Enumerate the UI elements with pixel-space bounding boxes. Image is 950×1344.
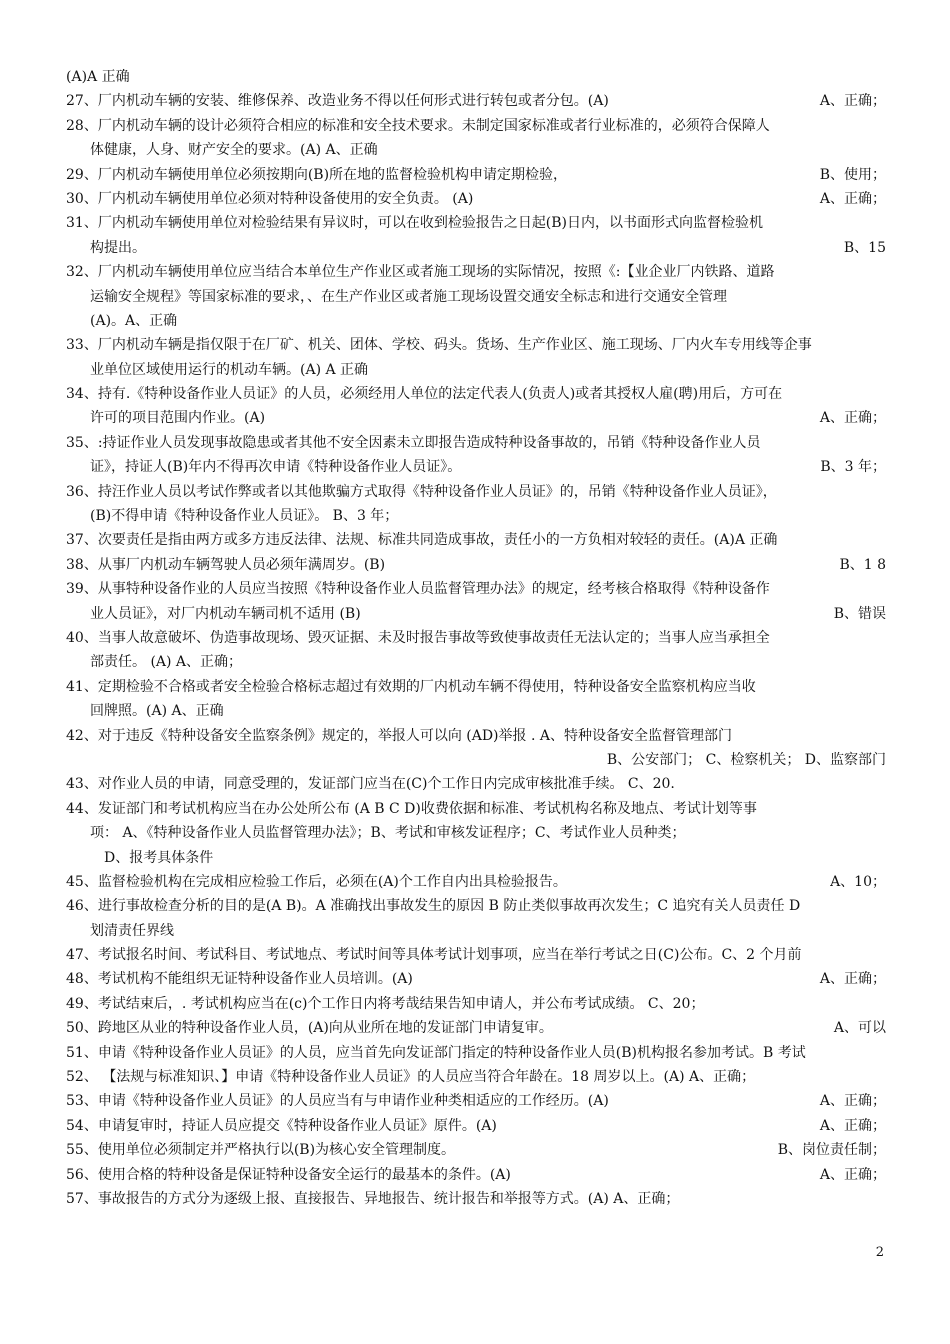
question-text: 49、考试结束后，. 考试机构应当在(c)个工作日内将考哉结果告知申请人，并公布考试成绩。 C、20； (66, 995, 705, 1012)
answer-text: B、岗位责任制； (777, 1142, 886, 1159)
text-line (66, 65, 886, 89)
answer-text: B、3 年； (820, 459, 886, 476)
question-text: 45、监督检验机构在完成相应检验工作后，必须在(A)个工作自内出具检验报告。 (66, 873, 567, 890)
question-text: 29、厂内机动车辆使用单位必须按期向(B)所在地的监督检验机构申请定期检验， (66, 166, 568, 183)
question-text: 55、使用单位必须制定并严格执行以(B)为核心安全管理制度。 (66, 1142, 456, 1159)
question-text: 52、 【法规与标准知识、】申请《特种设备作业人员证》的人员应当符合年龄在。18 周岁以上。(A) A、正确； (66, 1069, 756, 1086)
question-text: 体健康，人身、财产安全的要求。(A) A、正确 (90, 142, 378, 159)
question-text: 许可的项目范围内作业。(A) (90, 410, 266, 427)
text-line (66, 309, 886, 333)
question-text: 36、持汪作业人员以考试作弊或者以其他欺骗方式取得《特种设备作业人员证》的，吊销《特种设备作业人员证》， (66, 483, 777, 500)
question-text: 51、申请《特种设备作业人员证》的人员，应当首先向发证部门指定的特种设备作业人员(B)机构报名参加考试。B 考试 (66, 1044, 806, 1061)
text-line (66, 480, 886, 504)
question-text: 43、对作业人员的申请，同意受理的，发证部门应当在(C)个工作日内完成审核批准手续。 C、20. (66, 776, 675, 793)
text-line (66, 211, 886, 235)
question-text: 56、使用合格的特种设备是保证特种设备安全运行的最基本的条件。(A) (66, 1166, 511, 1183)
text-line (66, 1163, 886, 1187)
question-text: 48、考试机构不能组织无证特种设备作业人员培训。(A) (66, 971, 413, 988)
text-line (66, 553, 886, 577)
question-text: 40、当事人故意破坏、伪造事故现场、毁灭证据、未及时报告事故等致使事故责任无法认定的；当事人应当承担全 (66, 629, 770, 646)
text-line (66, 967, 886, 991)
answer-text: A、正确； (819, 1166, 886, 1183)
text-line (66, 675, 886, 699)
text-line (66, 626, 886, 650)
question-text: 28、厂内机动车辆的设计必须符合相应的标准和安全技术要求。未制定国家标准或者行业标准的，必须符合保障人 (66, 117, 770, 134)
answer-text: A、可以 (833, 1020, 886, 1037)
text-line (66, 992, 886, 1016)
text-line (66, 1114, 886, 1138)
answer-text: B、错误 (833, 605, 886, 622)
document-body (66, 65, 886, 1211)
question-text: 27、厂内机动车辆的安装、维修保养、改造业务不得以任何形式进行转包或者分包。(A) (66, 93, 609, 110)
answer-text: A、正确； (819, 971, 886, 988)
question-text: 47、考试报名时间、考试科目、考试地点、考试时间等具体考试计划事项，应当在举行考试之日(C)公布。C、2 个月前 (66, 947, 802, 964)
text-line (66, 358, 886, 382)
text-line (66, 821, 886, 845)
answer-text: A、正确； (819, 93, 886, 110)
question-text: (B)不得申请《特种设备作业人员证》。 B、3 年； (90, 508, 399, 525)
question-text: 54、申请复审时，持证人员应提交《特种设备作业人员证》原件。(A) (66, 1117, 497, 1134)
question-text: 项： A、《特种设备作业人员监督管理办法》；B、考试和审核发证程序；C、考试作业人员种类； (90, 825, 686, 842)
question-text: 35、:持证作业人员发现事故隐患或者其他不安全因素未立即报告造成特种设备事故的，吊销《特种设备作业人员 (66, 434, 761, 451)
question-text: 44、发证部门和考试机构应当在办公处所公布 (A B C D)收费依据和标准、考试机构名称及地点、考试计划等事 (66, 800, 757, 817)
text-line (66, 772, 886, 796)
question-text: D、报考具体条件 (104, 849, 214, 866)
text-line (66, 285, 886, 309)
text-line (66, 455, 886, 479)
question-text: 运输安全规程》等国家标准的要求，、在生产作业区或者施工现场设置交通安全标志和进行交通安全管理 (90, 288, 727, 305)
answer-text: B、15 (843, 239, 886, 256)
text-line (66, 163, 886, 187)
page-number: 2 (875, 1245, 884, 1260)
question-text: 32、厂内机动车辆使用单位应当结合本单位生产作业区或者施工现场的实际情况，按照《:【业企业厂内铁路、道路 (66, 264, 775, 281)
text-line (66, 699, 886, 723)
text-line (66, 797, 886, 821)
text-line (66, 187, 886, 211)
text-line (66, 870, 886, 894)
question-text: 50、跨地区从业的特种设备作业人员，(A)向从业所在地的发证部门申请复审。 (66, 1020, 553, 1037)
answer-text: A、正确； (819, 1093, 886, 1110)
question-text: 42、对于违反《特种设备安全监察条例》规定的，举报人可以向 (AD)举报 . A、特种设备安全监督管理部门 (66, 727, 732, 744)
text-line (66, 504, 886, 528)
question-text: (A)。A、正确 (90, 312, 178, 329)
text-line (66, 1187, 886, 1211)
question-text: 34、持有.《特种设备作业人员证》的人员，必须经用人单位的法定代表人(负责人)或者其授权人雇(聘)用后，方可在 (66, 386, 783, 403)
text-line (66, 602, 886, 626)
text-line (66, 1041, 886, 1065)
answer-text: B、使用； (819, 166, 886, 183)
question-text: 回牌照。(A) A、正确 (90, 703, 224, 720)
question-text: 53、申请《特种设备作业人员证》的人员应当有与申请作业种类相适应的工作经历。(A) (66, 1093, 609, 1110)
text-line (66, 1138, 886, 1162)
question-text: 构提出。 (90, 239, 146, 256)
text-line (66, 431, 886, 455)
question-text: 31、厂内机动车辆使用单位对检验结果有异议时，可以在收到检验报告之日起(B)日内，以书面形式向监督检验机 (66, 215, 764, 232)
question-text: 39、从事特种设备作业的人员应当按照《特种设备作业人员监督管理办法》的规定，经考核合格取得《特种设备作 (66, 581, 770, 598)
text-line (66, 382, 886, 406)
text-line (66, 919, 886, 943)
answer-text: A、正确； (819, 410, 886, 427)
question-text: 证》，持证人(B)年内不得再次申请《特种设备作业人员证》。 (90, 459, 462, 476)
text-line (66, 650, 886, 674)
question-text: 37、次要责任是指由两方或多方违反法律、法规、标准共同造成事故，责任小的一方负相对较轻的责任。(A)A 正确 (66, 532, 778, 549)
text-line (66, 724, 886, 748)
text-line (66, 528, 886, 552)
text-line (66, 406, 886, 430)
question-text: 部责任。 (A) A、正确； (90, 654, 243, 671)
question-text: 33、厂内机动车辆是指仅限于在厂矿、机关、团体、学校、码头。货场、生产作业区、施工现场、厂内火车专用线等企事 (66, 337, 812, 354)
text-line (66, 748, 886, 772)
text-line (66, 260, 886, 284)
question-text: 业单位区域使用运行的机动车辆。(A) A 正确 (90, 361, 369, 378)
answer-text: A、10； (830, 873, 886, 890)
text-line (66, 846, 886, 870)
question-text: 30、厂内机动车辆使用单位必须对特种设备使用的安全负责。 (A) (66, 190, 474, 207)
text-line (66, 138, 886, 162)
text-line (66, 333, 886, 357)
question-text: 46、进行事故检查分析的目的是(A B)。A 准确找出事故发生的原因 B 防止类似事故再次发生；C 追究有关人员责任 D (66, 898, 801, 915)
question-text: 57、事故报告的方式分为逐级上报、直接报告、异地报告、统计报告和举报等方式。(A) A、正确； (66, 1190, 680, 1207)
answer-text: B、公安部门； C、检察机关； D、监察部门 (606, 751, 886, 768)
question-text: (A)A 正确 (66, 69, 130, 85)
text-line (66, 89, 886, 113)
question-text: 划清责任界线 (90, 922, 174, 939)
answer-text: A、正确； (819, 190, 886, 207)
answer-text: A、正确； (819, 1117, 886, 1134)
text-line (66, 894, 886, 918)
text-line (66, 236, 886, 260)
text-line (66, 114, 886, 138)
text-line (66, 1016, 886, 1040)
text-line (66, 577, 886, 601)
answer-text: B、1 8 (839, 556, 886, 573)
text-line (66, 1065, 886, 1089)
text-line (66, 943, 886, 967)
text-line (66, 1089, 886, 1113)
question-text: 业人员证》，对厂内机动车辆司机不适用 (B) (90, 605, 361, 622)
question-text: 41、定期检验不合格或者安全检验合格标志超过有效期的厂内机动车辆不得使用，特种设备安全监察机构应当收 (66, 678, 756, 695)
question-text: 38、从事厂内机动车辆驾驶人员必须年满周岁。(B) (66, 556, 386, 573)
